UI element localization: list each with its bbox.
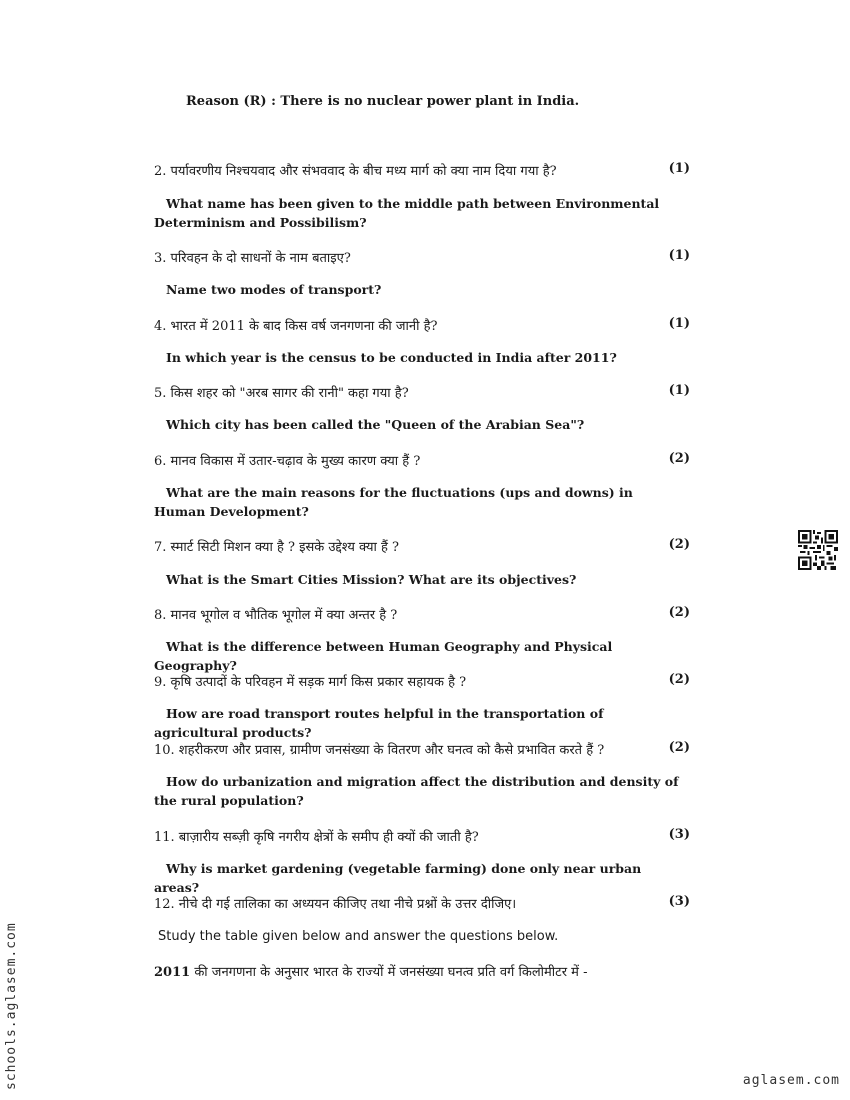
question-8-hindi: 8. मानव भूगोल व भौतिक भूगोल में क्या अन्तर है ? xyxy=(154,608,398,623)
question-4-english: In which year is the census to be conducted in India after 2011? xyxy=(166,350,617,365)
study-instruction: Study the table given below and answer the questions below. xyxy=(158,929,559,944)
question-6-marks: (2) xyxy=(668,451,690,466)
question-9-hindi: 9. कृषि उत्पादों के परिवहन में सड़क मार्ग किस प्रकार सहायक है ? xyxy=(154,675,467,690)
question-8-english: What is the difference between Human Geography and Physical Geography? xyxy=(154,639,613,673)
caption-text: की जनगणना के अनुसार भारत के राज्यों में जनसंख्या घनत्व प्रति वर्ग किलोमीटर में - xyxy=(190,965,588,980)
question-11-english: Why is market gardening (vegetable farming) done only near urban areas? xyxy=(154,861,642,895)
question-3-hindi: 3. परिवहन के दो साधनों के नाम बताइए? xyxy=(154,251,351,266)
question-9-marks: (2) xyxy=(668,672,690,687)
question-4-hindi: 4. भारत में 2011 के बाद किस वर्ष जनगणना की जानी है? xyxy=(154,319,438,334)
question-2-hindi: 2. पर्यावरणीय निश्चयवाद और संभववाद के बीच मध्य मार्ग को क्या नाम दिया गया है? xyxy=(154,164,557,179)
question-6-hindi: 6. मानव विकास में उतार-चढ़ाव के मुख्य कारण क्या हैं ? xyxy=(154,454,421,469)
question-9-english: How are road transport routes helpful in the transportation of agricultural products? xyxy=(154,706,604,740)
question-12-marks: (3) xyxy=(668,894,690,909)
qr-code-icon xyxy=(798,530,838,570)
question-8-marks: (2) xyxy=(668,605,690,620)
question-11-marks: (3) xyxy=(668,827,690,842)
question-10-marks: (2) xyxy=(668,740,690,755)
question-10-hindi: 10. शहरीकरण और प्रवास, ग्रामीण जनसंख्या के वितरण और घनत्व को कैसे प्रभावित करते हैं ? xyxy=(154,743,605,758)
question-2-english: What name has been given to the middle path between Environmental Determinism and Possibilism? xyxy=(154,196,660,230)
question-5-english: Which city has been called the "Queen of the Arabian Sea"? xyxy=(166,417,585,432)
question-3-marks: (1) xyxy=(668,248,690,263)
question-2-marks: (1) xyxy=(668,161,690,176)
question-3-english: Name two modes of transport? xyxy=(166,282,382,297)
question-5-hindi: 5. किस शहर को "अरब सागर की रानी" कहा गया है? xyxy=(154,386,409,401)
reason-statement: Reason (R) : There is no nuclear power plant in India. xyxy=(186,94,580,109)
bottom-watermark: aglasem.com xyxy=(742,1073,840,1088)
table-caption xyxy=(154,962,587,980)
question-7-english: What is the Smart Cities Mission? What are its objectives? xyxy=(166,572,577,587)
side-watermark: schools.aglasem.com xyxy=(4,922,19,1090)
caption-year: 2011 xyxy=(154,965,191,980)
question-7-marks: (2) xyxy=(668,537,690,552)
question-10-english: How do urbanization and migration affect the distribution and density of the rural population? xyxy=(154,774,679,808)
question-4-marks: (1) xyxy=(668,316,690,331)
question-7-hindi: 7. स्मार्ट सिटी मिशन क्या है ? इसके उद्देश्य क्या हैं ? xyxy=(154,540,399,555)
question-12-hindi: 12. नीचे दी गई तालिका का अध्ययन कीजिए तथा नीचे प्रश्नों के उत्तर दीजिए। xyxy=(154,897,517,912)
question-6-english: What are the main reasons for the fluctuations (ups and downs) in Human Development? xyxy=(154,485,633,519)
question-5-marks: (1) xyxy=(668,383,690,398)
question-11-hindi: 11. बाज़ारीय सब्ज़ी कृषि नगरीय क्षेत्रों के समीप ही क्यों की जाती है? xyxy=(154,830,479,845)
